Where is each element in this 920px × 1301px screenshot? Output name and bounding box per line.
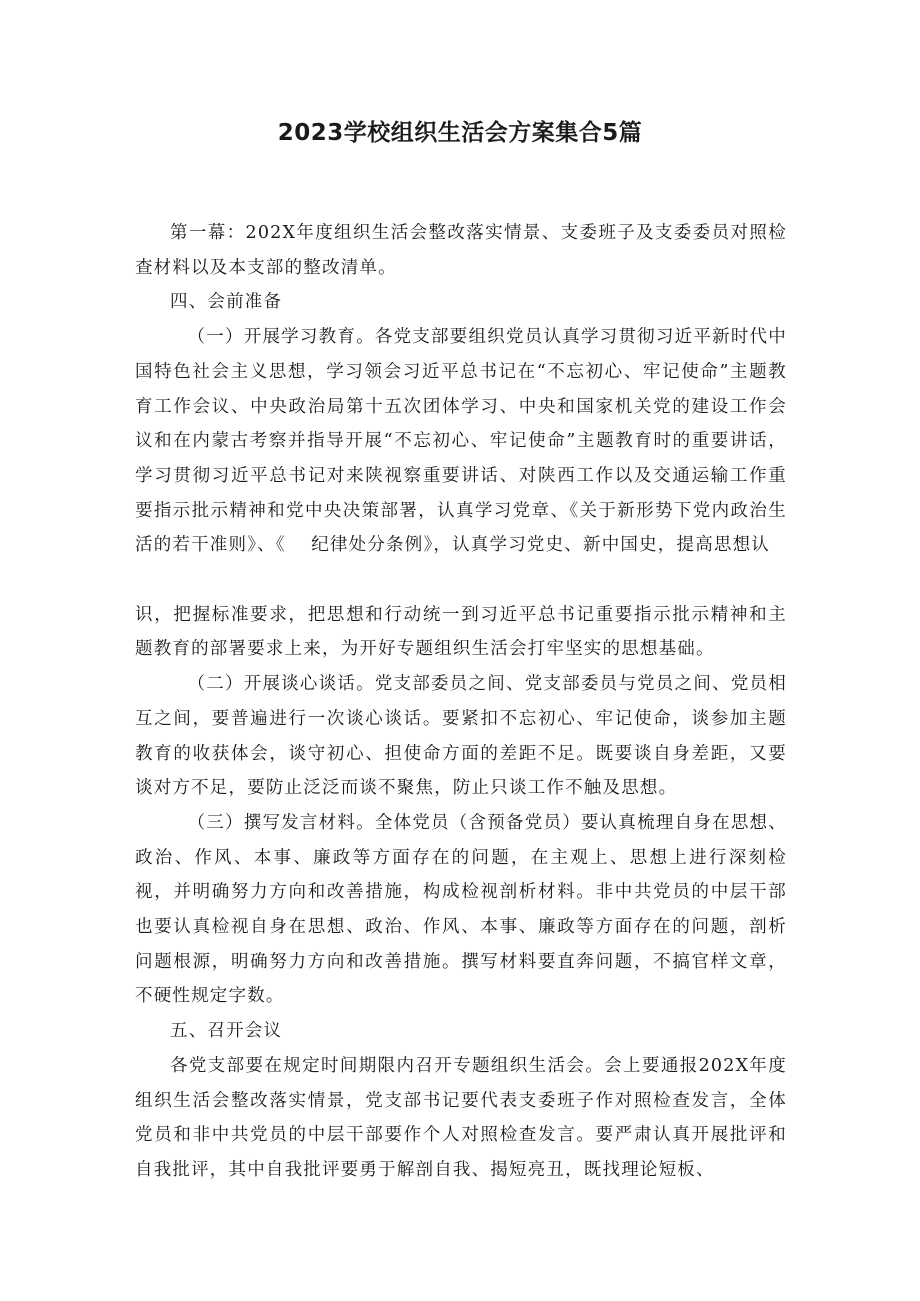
section-heading-preparation: 四、会前准备: [170, 292, 283, 313]
document-body: [135, 216, 787, 1188]
paragraph-study-education: （一）开展学习教育。各党支部要组织党员认真学习贯彻习近平新时代中国特色社会主义思想，学习领会习近平总书记在“不忘初心、牢记使命”主题教育工作会议、中央政治局第十五次团体学习、中央和国家机关党的建设工作会议和在内蒙古考察并指导开展“不忘初心、牢记使命”主题教育时的重要讲话，学习贯彻习近平总书记对来陕视察重要讲话、对陕西工作以及交通运输工作重要指示批示精神和党中央决策部署，认真学习党章、《关于新形势下党内政治生活的若干准则》、《 纪律处分条例》，认真学习党史、新中国史，提高思想认: [135, 327, 787, 556]
paragraph-study-education-continued: 识，把握标准要求，把思想和行动统一到习近平总书记重要指示批示精神和主题教育的部署要求上来，为开好专题组织生活会打牢坚实的思想基础。: [135, 604, 787, 660]
section-heading-hold-meeting: 五、召开会议: [170, 1021, 283, 1042]
document-title: 2023学校组织生活会方案集合5篇: [277, 120, 643, 146]
paragraph-speech-materials: （三）撰写发言材料。全体党员（含预备党员）要认真梳理自身在思想、政治、作风、本事、廉政等方面存在的问题，在主观上、思想上进行深刻检视，并明确努力方向和改善措施，构成检视剖析材料。非中共党员的中层干部也要认真检视自身在思想、政治、作风、本事、廉政等方面存在的问题，剖析问题根源，明确努力方向和改善措施。撰写材料要直奔问题，不搞官样文章，不硬性规定字数。: [135, 812, 787, 1007]
paragraph-meeting-details: 各党支部要在规定时间期限内召开专题组织生活会。会上要通报202X年度组织生活会整改落实情景，党支部书记要代表支委班子作对照检查发言，全体党员和非中共党员的中层干部要作个人对照检查发言。要严肃认真开展批评和自我批评，其中自我批评要勇于解剖自我、揭短亮丑，既找理论短板、: [135, 1055, 787, 1180]
paragraph-heart-to-heart-talks: （二）开展谈心谈话。党支部委员之间、党支部委员与党员之间、党员相互之间，要普遍进行一次谈心谈话。要紧扣不忘初心、牢记使命，谈参加主题教育的收获体会，谈守初心、担使命方面的差距不足。既要谈自身差距，又要谈对方不足，要防止泛泛而谈不聚焦，防止只谈工作不触及思想。: [135, 674, 787, 799]
paragraph-intro: 第一幕：202X年度组织生活会整改落实情景、支委班子及支委委员对照检查材料以及本支部的整改清单。: [135, 223, 787, 278]
